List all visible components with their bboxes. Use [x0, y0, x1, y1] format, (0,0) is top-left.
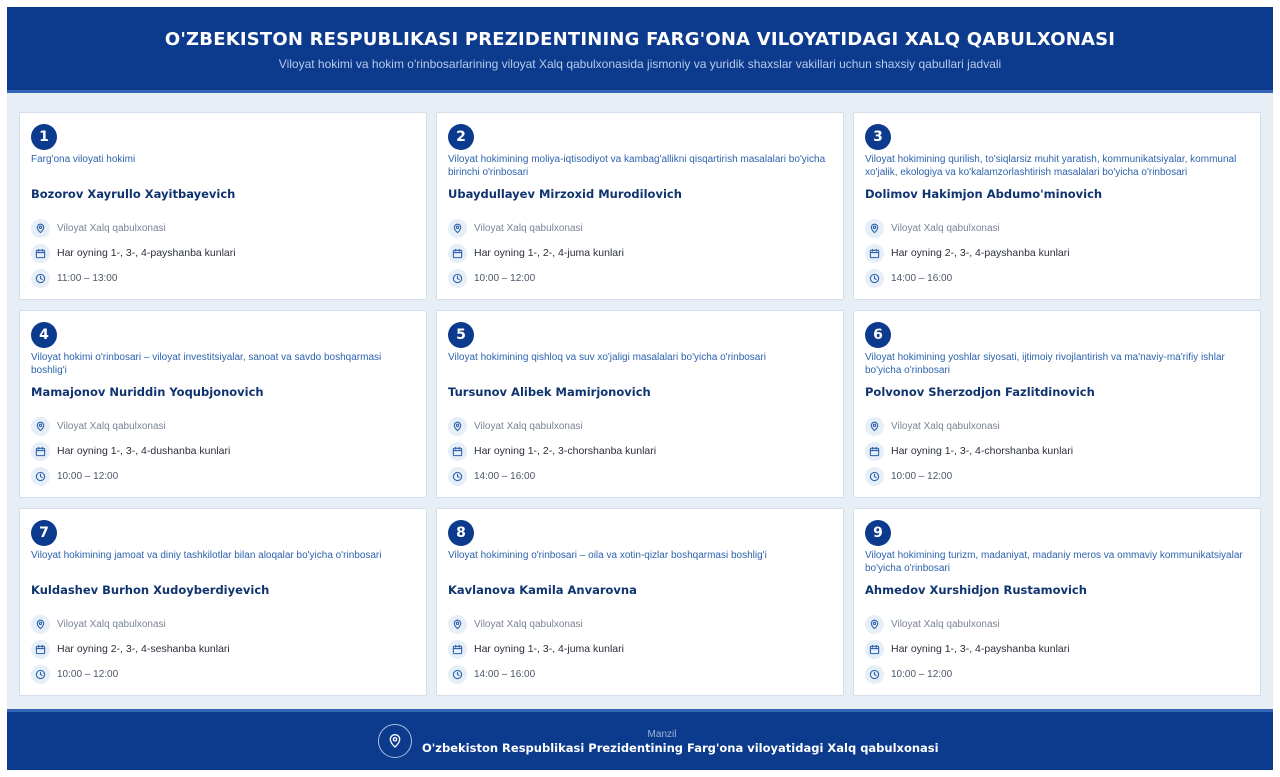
- time-row: [448, 267, 838, 289]
- days-text: Har oyning 2-, 3-, 4-seshanba kunlari: [57, 643, 230, 655]
- location-text: Viloyat Xalq qabulxonasi: [474, 222, 583, 234]
- location-row: [865, 415, 1255, 437]
- time-text: 14:00 – 16:00: [474, 668, 536, 680]
- map-pin-icon: [31, 615, 50, 634]
- schedule-card: [19, 310, 427, 498]
- official-role: Farg'ona viloyati hokimi: [31, 154, 136, 165]
- schedule-card: [19, 112, 427, 300]
- days-row: [448, 440, 838, 462]
- schedule-card: [853, 310, 1261, 498]
- time-row: [31, 663, 421, 685]
- location-text: Viloyat Xalq qabulxonasi: [891, 222, 1000, 234]
- location-row: [448, 217, 838, 239]
- map-pin-icon: [448, 417, 467, 436]
- official-role: Viloyat hokimining qishloq va suv xo'jaligi masalalari bo'yicha o'rinbosari: [448, 352, 766, 363]
- location-row: [31, 613, 421, 635]
- days-text: Har oyning 2-, 3-, 4-payshanba kunlari: [891, 247, 1070, 259]
- clock-icon: [448, 467, 467, 486]
- card-number-badge: 8: [448, 520, 474, 546]
- days-row: [865, 242, 1255, 264]
- days-text: Har oyning 1-, 2-, 4-juma kunlari: [474, 247, 624, 259]
- clock-icon: [31, 467, 50, 486]
- calendar-icon: [865, 244, 884, 263]
- clock-icon: [448, 665, 467, 684]
- map-pin-icon: [31, 417, 50, 436]
- card-number-badge: 6: [865, 322, 891, 348]
- page-subtitle: Viloyat hokimi va hokim o'rinbosarlarining viloyat Xalq qabulxonasida jismoniy va yuridik shaxslar vakillari uchun shaxsiy qabullari jadvali: [278, 57, 1002, 71]
- card-number-badge: 3: [865, 124, 891, 150]
- days-text: Har oyning 1-, 3-, 4-dushanba kunlari: [57, 445, 231, 457]
- official-role: Viloyat hokimining turizm, madaniyat, madaniy meros va ommaviy kommunikatsiyalar bo'yicha o'rinbosari: [865, 550, 1243, 574]
- location-row: [448, 613, 838, 635]
- calendar-icon: [31, 442, 50, 461]
- location-row: [865, 613, 1255, 635]
- days-row: [865, 440, 1255, 462]
- location-text: Viloyat Xalq qabulxonasi: [57, 222, 166, 234]
- clock-icon: [865, 269, 884, 288]
- location-text: Viloyat Xalq qabulxonasi: [474, 618, 583, 630]
- page-footer: [7, 709, 1273, 770]
- official-name: Dolimov Hakimjon Abdumo'minovich: [865, 187, 1103, 201]
- address-label: Manzil: [647, 729, 677, 740]
- clock-icon: [865, 467, 884, 486]
- official-name: Tursunov Alibek Mamirjonovich: [448, 385, 651, 399]
- clock-icon: [865, 665, 884, 684]
- calendar-icon: [31, 640, 50, 659]
- schedule-card: [436, 310, 844, 498]
- location-text: Viloyat Xalq qabulxonasi: [474, 420, 583, 432]
- schedule-card: [436, 112, 844, 300]
- time-row: [865, 663, 1255, 685]
- time-text: 10:00 – 12:00: [891, 470, 953, 482]
- schedule-card: [19, 508, 427, 696]
- days-row: [865, 638, 1255, 660]
- map-pin-icon: [448, 219, 467, 238]
- time-row: [448, 465, 838, 487]
- official-name: Ubaydullayev Mirzoxid Murodilovich: [448, 187, 682, 201]
- official-name: Polvonov Sherzodjon Fazlitdinovich: [865, 385, 1095, 399]
- calendar-icon: [865, 640, 884, 659]
- official-name: Kuldashev Burhon Xudoyberdiyevich: [31, 583, 270, 597]
- location-row: [31, 415, 421, 437]
- page-header: [7, 7, 1273, 93]
- schedule-card: [436, 508, 844, 696]
- official-role: Viloyat hokimi o'rinbosari – viloyat investitsiyalar, sanoat va savdo boshqarmasi boshlig'i: [31, 352, 382, 376]
- map-pin-icon: [448, 615, 467, 634]
- days-row: [31, 440, 421, 462]
- card-number-badge: 1: [31, 124, 57, 150]
- schedule-grid: [19, 112, 1261, 697]
- days-text: Har oyning 1-, 3-, 4-chorshanba kunlari: [891, 445, 1074, 457]
- days-row: [31, 242, 421, 264]
- schedule-card: [853, 508, 1261, 696]
- card-number-badge: 9: [865, 520, 891, 546]
- clock-icon: [31, 269, 50, 288]
- time-text: 14:00 – 16:00: [891, 272, 953, 284]
- official-name: Bozorov Xayrullo Xayitbayevich: [31, 187, 236, 201]
- time-text: 14:00 – 16:00: [474, 470, 536, 482]
- location-row: [31, 217, 421, 239]
- official-role: Viloyat hokimining moliya-iqtisodiyot va kambag'allikni qisqartirish masalalari bo'yicha birinchi o'rinbosari: [448, 154, 826, 178]
- days-row: [448, 242, 838, 264]
- days-row: [448, 638, 838, 660]
- time-row: [865, 267, 1255, 289]
- location-text: Viloyat Xalq qabulxonasi: [57, 420, 166, 432]
- days-text: Har oyning 1-, 3-, 4-payshanba kunlari: [57, 247, 236, 259]
- time-row: [31, 267, 421, 289]
- card-number-badge: 2: [448, 124, 474, 150]
- card-number-badge: 4: [31, 322, 57, 348]
- address-text: O'zbekiston Respublikasi Prezidentining Farg'ona viloyatidagi Xalq qabulxonasi: [422, 741, 939, 755]
- time-text: 10:00 – 12:00: [57, 470, 119, 482]
- time-text: 10:00 – 12:00: [891, 668, 953, 680]
- official-name: Mamajonov Nuriddin Yoqubjonovich: [31, 385, 264, 399]
- time-row: [31, 465, 421, 487]
- address-map-pin-icon: [378, 724, 412, 758]
- card-number-badge: 5: [448, 322, 474, 348]
- calendar-icon: [31, 244, 50, 263]
- time-text: 10:00 – 12:00: [57, 668, 119, 680]
- map-pin-icon: [865, 615, 884, 634]
- calendar-icon: [448, 244, 467, 263]
- map-pin-icon: [865, 219, 884, 238]
- official-role: Viloyat hokimining o'rinbosari – oila va xotin-qizlar boshqarmasi boshlig'i: [448, 550, 767, 561]
- time-row: [865, 465, 1255, 487]
- map-pin-icon: [31, 219, 50, 238]
- days-text: Har oyning 1-, 3-, 4-juma kunlari: [474, 643, 624, 655]
- calendar-icon: [448, 640, 467, 659]
- clock-icon: [31, 665, 50, 684]
- days-text: Har oyning 1-, 2-, 3-chorshanba kunlari: [474, 445, 657, 457]
- clock-icon: [448, 269, 467, 288]
- location-row: [865, 217, 1255, 239]
- official-role: Viloyat hokimining qurilish, to'siqlarsiz muhit yaratish, kommunikatsiyalar, kommunal xo'jalik, ekologiya va ko'kalamzorlashtirish masalalari bo'yicha o'rinbosari: [865, 154, 1237, 178]
- schedule-card: [853, 112, 1261, 300]
- location-text: Viloyat Xalq qabulxonasi: [891, 618, 1000, 630]
- location-text: Viloyat Xalq qabulxonasi: [891, 420, 1000, 432]
- days-text: Har oyning 1-, 3-, 4-payshanba kunlari: [891, 643, 1070, 655]
- page-title: O'ZBEKISTON RESPUBLIKASI PREZIDENTINING FARG'ONA VILOYATIDAGI XALQ QABULXONASI: [164, 29, 1116, 50]
- official-name: Kavlanova Kamila Anvarovna: [448, 583, 637, 597]
- location-row: [448, 415, 838, 437]
- card-number-badge: 7: [31, 520, 57, 546]
- official-role: Viloyat hokimining yoshlar siyosati, ijtimoiy rivojlantirish va ma'naviy-ma'rifiy ishlar bo'yicha o'rinbosari: [865, 352, 1225, 376]
- time-text: 11:00 – 13:00: [57, 272, 118, 284]
- time-text: 10:00 – 12:00: [474, 272, 536, 284]
- calendar-icon: [448, 442, 467, 461]
- location-text: Viloyat Xalq qabulxonasi: [57, 618, 166, 630]
- calendar-icon: [865, 442, 884, 461]
- time-row: [448, 663, 838, 685]
- official-name: Ahmedov Xurshidjon Rustamovich: [865, 583, 1087, 597]
- map-pin-icon: [865, 417, 884, 436]
- official-role: Viloyat hokimining jamoat va diniy tashkilotlar bilan aloqalar bo'yicha o'rinbosari: [31, 550, 382, 561]
- days-row: [31, 638, 421, 660]
